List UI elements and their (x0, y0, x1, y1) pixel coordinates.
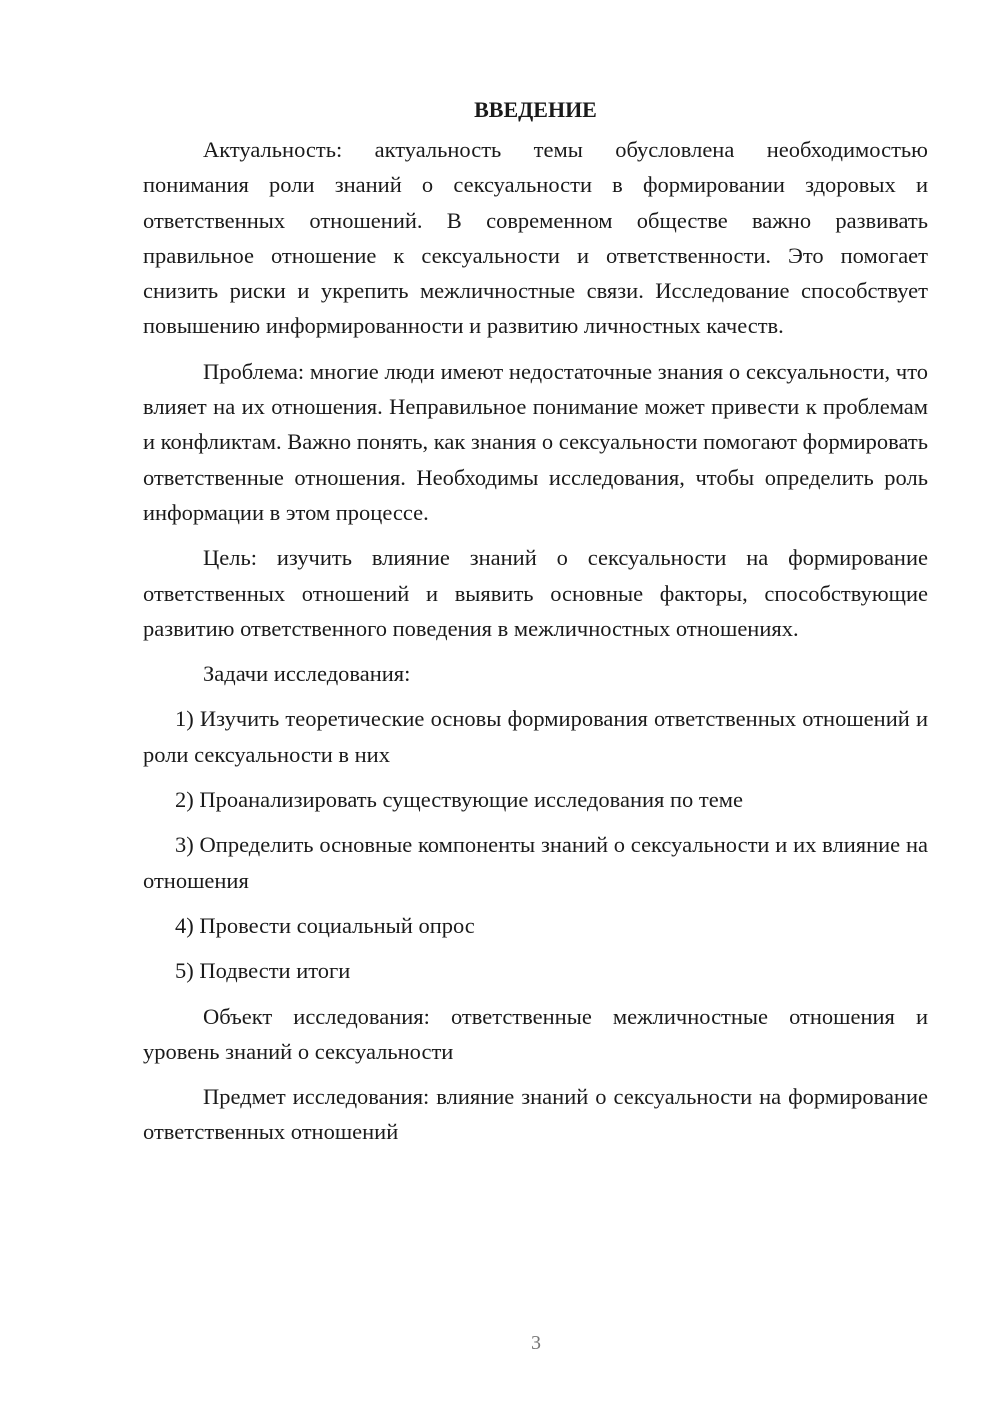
page-title: ВВЕДЕНИЕ (474, 97, 597, 122)
paragraph-goal: Цель: изучить влияние знаний о сексуальности на формирование ответственных отношений и выявить основные факторы, способствующие развитию ответственного поведения в межличностных отношениях. (143, 545, 928, 641)
paragraph-relevance: Актуальность: актуальность темы обусловлена необходимостью понимания роли знаний о сексуальности в формировании здоровых и ответственных отношений. В современном обществе важно развивать правильное отношение к сексуальности и ответственности. Это помогает снизить риски и укрепить межличностные связи. Исследование способствует повышению информированности и развитию личностных качеств. (143, 137, 928, 339)
page-number: 3 (531, 1332, 541, 1354)
task-item: 1) Изучить теоретические основы формирования ответственных отношений и роли сексуальности в них (143, 706, 928, 767)
paragraph-problem: Проблема: многие люди имеют недостаточные знания о сексуальности, что влияет на их отношения. Неправильное понимание может привести к проблемам и конфликтам. Важно понять, как знания о сексуальности помогают формировать ответственные отношения. Необходимы исследования, чтобы определить роль информации в этом процессе. (143, 358, 928, 525)
paragraph-subject: Предмет исследования: влияние знаний о сексуальности на формирование ответственных отношений (143, 1084, 928, 1145)
tasks-heading: Задачи исследования: (203, 661, 411, 687)
task-item: 2) Проанализировать существующие исследования по теме (175, 787, 743, 813)
task-item: 4) Провести социальный опрос (175, 912, 475, 938)
task-item: 3) Определить основные компоненты знаний о сексуальности и их влияние на отношения (143, 832, 928, 893)
task-item: 5) Подвести итоги (175, 958, 351, 984)
paragraph-object: Объект исследования: ответственные межличностные отношения и уровень знаний о сексуальности (143, 1003, 928, 1064)
